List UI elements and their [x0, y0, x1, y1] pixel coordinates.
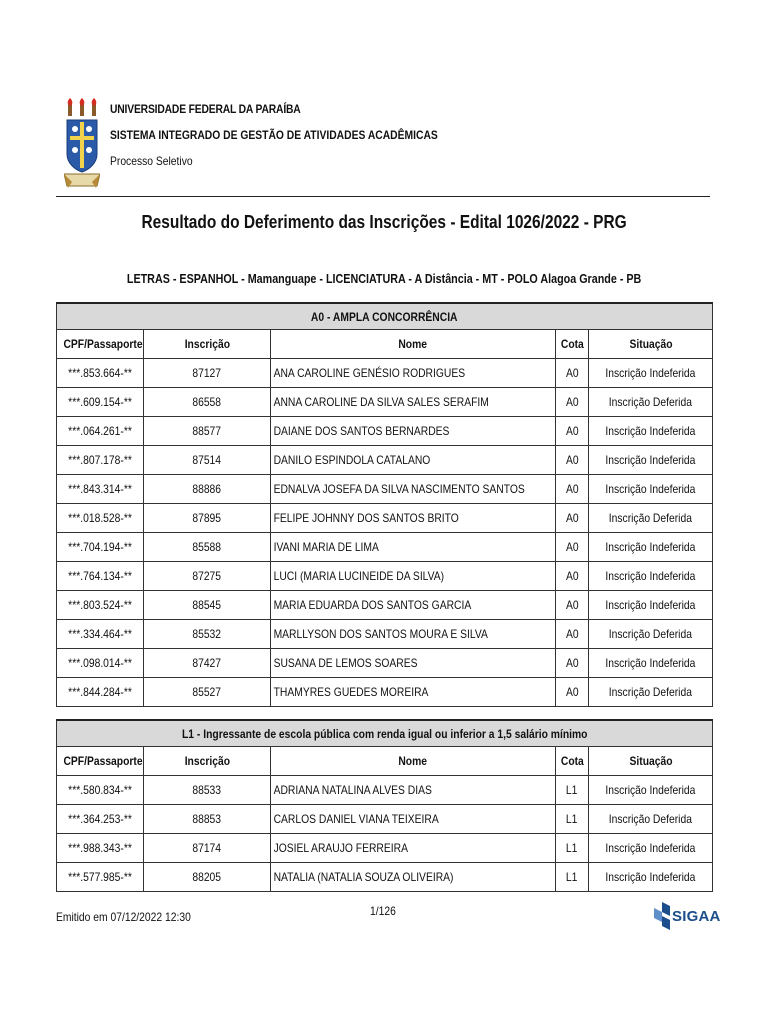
cell-cpf: ***.577.985-**	[57, 863, 144, 892]
table-row	[57, 359, 713, 388]
cell-inscricao: 85588	[144, 533, 271, 562]
cell-nome: MARLLYSON DOS SANTOS MOURA E SILVA	[271, 620, 556, 649]
cell-cpf: ***.334.464-**	[57, 620, 144, 649]
group-title: A0 - AMPLA CONCORRÊNCIA	[57, 303, 713, 330]
group-header	[57, 720, 713, 747]
cell-nome: ANA CAROLINE GENÉSIO RODRIGUES	[271, 359, 556, 388]
table-row	[57, 475, 713, 504]
page-title: Resultado do Deferimento das Inscrições - Edital 1026/2022 - PRG	[141, 212, 627, 232]
system-name: SISTEMA INTEGRADO DE GESTÃO DE ATIVIDADES ACADÊMICAS	[110, 128, 438, 142]
cell-inscricao: 85532	[144, 620, 271, 649]
cell-cota: A0	[556, 417, 589, 446]
cell-cpf: ***.853.664-**	[57, 359, 144, 388]
cell-situacao: Inscrição Deferida	[589, 388, 713, 417]
cell-situacao: Inscrição Indeferida	[589, 417, 713, 446]
table-row	[57, 388, 713, 417]
cell-situacao: Inscrição Indeferida	[589, 562, 713, 591]
cell-cpf: ***.844.284-**	[57, 678, 144, 707]
cell-inscricao: 86558	[144, 388, 271, 417]
cell-nome: ANNA CAROLINE DA SILVA SALES SERAFIM	[271, 388, 556, 417]
university-name: UNIVERSIDADE FEDERAL DA PARAÍBA	[110, 102, 301, 116]
group-table-l1	[56, 719, 713, 892]
cell-cota: A0	[556, 678, 589, 707]
cell-nome: JOSIEL ARAUJO FERREIRA	[271, 834, 556, 863]
emitted-date: Emitido em 07/12/2022 12:30	[56, 910, 191, 924]
cell-nome: DANILO ESPINDOLA CATALANO	[271, 446, 556, 475]
cell-cpf: ***.098.014-**	[57, 649, 144, 678]
table-row	[57, 417, 713, 446]
cell-situacao: Inscrição Indeferida	[589, 834, 713, 863]
column-header-row	[57, 747, 713, 776]
cell-nome: CARLOS DANIEL VIANA TEIXEIRA	[271, 805, 556, 834]
cell-situacao: Inscrição Indeferida	[589, 649, 713, 678]
table-row	[57, 504, 713, 533]
cell-inscricao: 85527	[144, 678, 271, 707]
cell-cota: A0	[556, 388, 589, 417]
column-header-cota: Cota	[556, 330, 589, 359]
cell-cota: A0	[556, 504, 589, 533]
cell-situacao: Inscrição Indeferida	[589, 446, 713, 475]
cell-cpf: ***.364.253-**	[57, 805, 144, 834]
column-header-inscricao: Inscrição	[144, 747, 271, 776]
table-row	[57, 446, 713, 475]
cell-cota: A0	[556, 620, 589, 649]
cell-inscricao: 87275	[144, 562, 271, 591]
cell-inscricao: 88577	[144, 417, 271, 446]
cell-situacao: Inscrição Indeferida	[589, 533, 713, 562]
column-header-cpf: CPF/Passaporte	[57, 330, 144, 359]
cell-cota: A0	[556, 475, 589, 504]
group-title: L1 - Ingressante de escola pública com renda igual ou inferior a 1,5 salário mínimo	[57, 720, 713, 747]
cell-situacao: Inscrição Indeferida	[589, 776, 713, 805]
cell-cpf: ***.064.261-**	[57, 417, 144, 446]
cell-inscricao: 88853	[144, 805, 271, 834]
course-subtitle: LETRAS - ESPANHOL - Mamanguape - LICENCIATURA - A Distância - MT - POLO Alagoa Grande - PB	[126, 272, 642, 286]
header-divider	[56, 196, 710, 197]
cell-nome: NATALIA (NATALIA SOUZA OLIVEIRA)	[271, 863, 556, 892]
cell-nome: MARIA EDUARDA DOS SANTOS GARCIA	[271, 591, 556, 620]
cell-inscricao: 88545	[144, 591, 271, 620]
cell-situacao: Inscrição Deferida	[589, 620, 713, 649]
column-header-cota: Cota	[556, 747, 589, 776]
cell-nome: EDNALVA JOSEFA DA SILVA NASCIMENTO SANTOS	[271, 475, 556, 504]
cell-situacao: Inscrição Deferida	[589, 504, 713, 533]
cell-inscricao: 87127	[144, 359, 271, 388]
table-row	[57, 776, 713, 805]
cell-nome: DAIANE DOS SANTOS BERNARDES	[271, 417, 556, 446]
cell-cota: L1	[556, 776, 589, 805]
cell-cpf: ***.843.314-**	[57, 475, 144, 504]
cell-situacao: Inscrição Indeferida	[589, 475, 713, 504]
table-row	[57, 678, 713, 707]
column-header-situacao: Situação	[589, 330, 713, 359]
table-row	[57, 620, 713, 649]
cell-inscricao: 88533	[144, 776, 271, 805]
cell-cota: L1	[556, 805, 589, 834]
column-header-inscricao: Inscrição	[144, 330, 271, 359]
table-row	[57, 562, 713, 591]
sigaa-mark-icon	[654, 902, 670, 932]
cell-situacao: Inscrição Indeferida	[589, 863, 713, 892]
cell-inscricao: 88886	[144, 475, 271, 504]
cell-cota: A0	[556, 359, 589, 388]
cell-nome: IVANI MARIA DE LIMA	[271, 533, 556, 562]
cell-cota: L1	[556, 863, 589, 892]
column-header-cpf: CPF/Passaporte	[57, 747, 144, 776]
column-header-nome: Nome	[271, 330, 556, 359]
cell-nome: SUSANA DE LEMOS SOARES	[271, 649, 556, 678]
sigaa-logo-icon	[654, 900, 721, 934]
cell-inscricao: 87895	[144, 504, 271, 533]
cell-nome: THAMYRES GUEDES MOREIRA	[271, 678, 556, 707]
cell-situacao: Inscrição Indeferida	[589, 359, 713, 388]
column-header-row	[57, 330, 713, 359]
cell-inscricao: 88205	[144, 863, 271, 892]
cell-cpf: ***.764.134-**	[57, 562, 144, 591]
column-header-situacao: Situação	[589, 747, 713, 776]
cell-situacao: Inscrição Indeferida	[589, 591, 713, 620]
table-row	[57, 863, 713, 892]
cell-cota: A0	[556, 591, 589, 620]
cell-situacao: Inscrição Deferida	[589, 678, 713, 707]
page-number: 1/126	[370, 904, 396, 918]
cell-cpf: ***.803.524-**	[57, 591, 144, 620]
table-row	[57, 533, 713, 562]
cell-nome: ADRIANA NATALINA ALVES DIAS	[271, 776, 556, 805]
cell-inscricao: 87174	[144, 834, 271, 863]
cell-nome: FELIPE JOHNNY DOS SANTOS BRITO	[271, 504, 556, 533]
cell-situacao: Inscrição Deferida	[589, 805, 713, 834]
cell-cota: A0	[556, 446, 589, 475]
document-header	[64, 96, 710, 196]
cell-cpf: ***.580.834-**	[57, 776, 144, 805]
ufpb-crest-icon	[64, 98, 100, 190]
table-row	[57, 834, 713, 863]
group-table-a0	[56, 302, 713, 707]
cell-cota: A0	[556, 649, 589, 678]
table-row	[57, 649, 713, 678]
cell-inscricao: 87514	[144, 446, 271, 475]
column-header-nome: Nome	[271, 747, 556, 776]
cell-cpf: ***.609.154-**	[57, 388, 144, 417]
cell-cota: L1	[556, 834, 589, 863]
table-row	[57, 591, 713, 620]
cell-cpf: ***.807.178-**	[57, 446, 144, 475]
cell-cpf: ***.988.343-**	[57, 834, 144, 863]
cell-cpf: ***.018.528-**	[57, 504, 144, 533]
cell-cpf: ***.704.194-**	[57, 533, 144, 562]
cell-cota: A0	[556, 533, 589, 562]
table-row	[57, 805, 713, 834]
cell-cota: A0	[556, 562, 589, 591]
group-header	[57, 303, 713, 330]
process-label: Processo Seletivo	[110, 154, 193, 168]
sigaa-brand: SIGAA	[672, 908, 721, 925]
cell-inscricao: 87427	[144, 649, 271, 678]
cell-nome: LUCI (MARIA LUCINEIDE DA SILVA)	[271, 562, 556, 591]
